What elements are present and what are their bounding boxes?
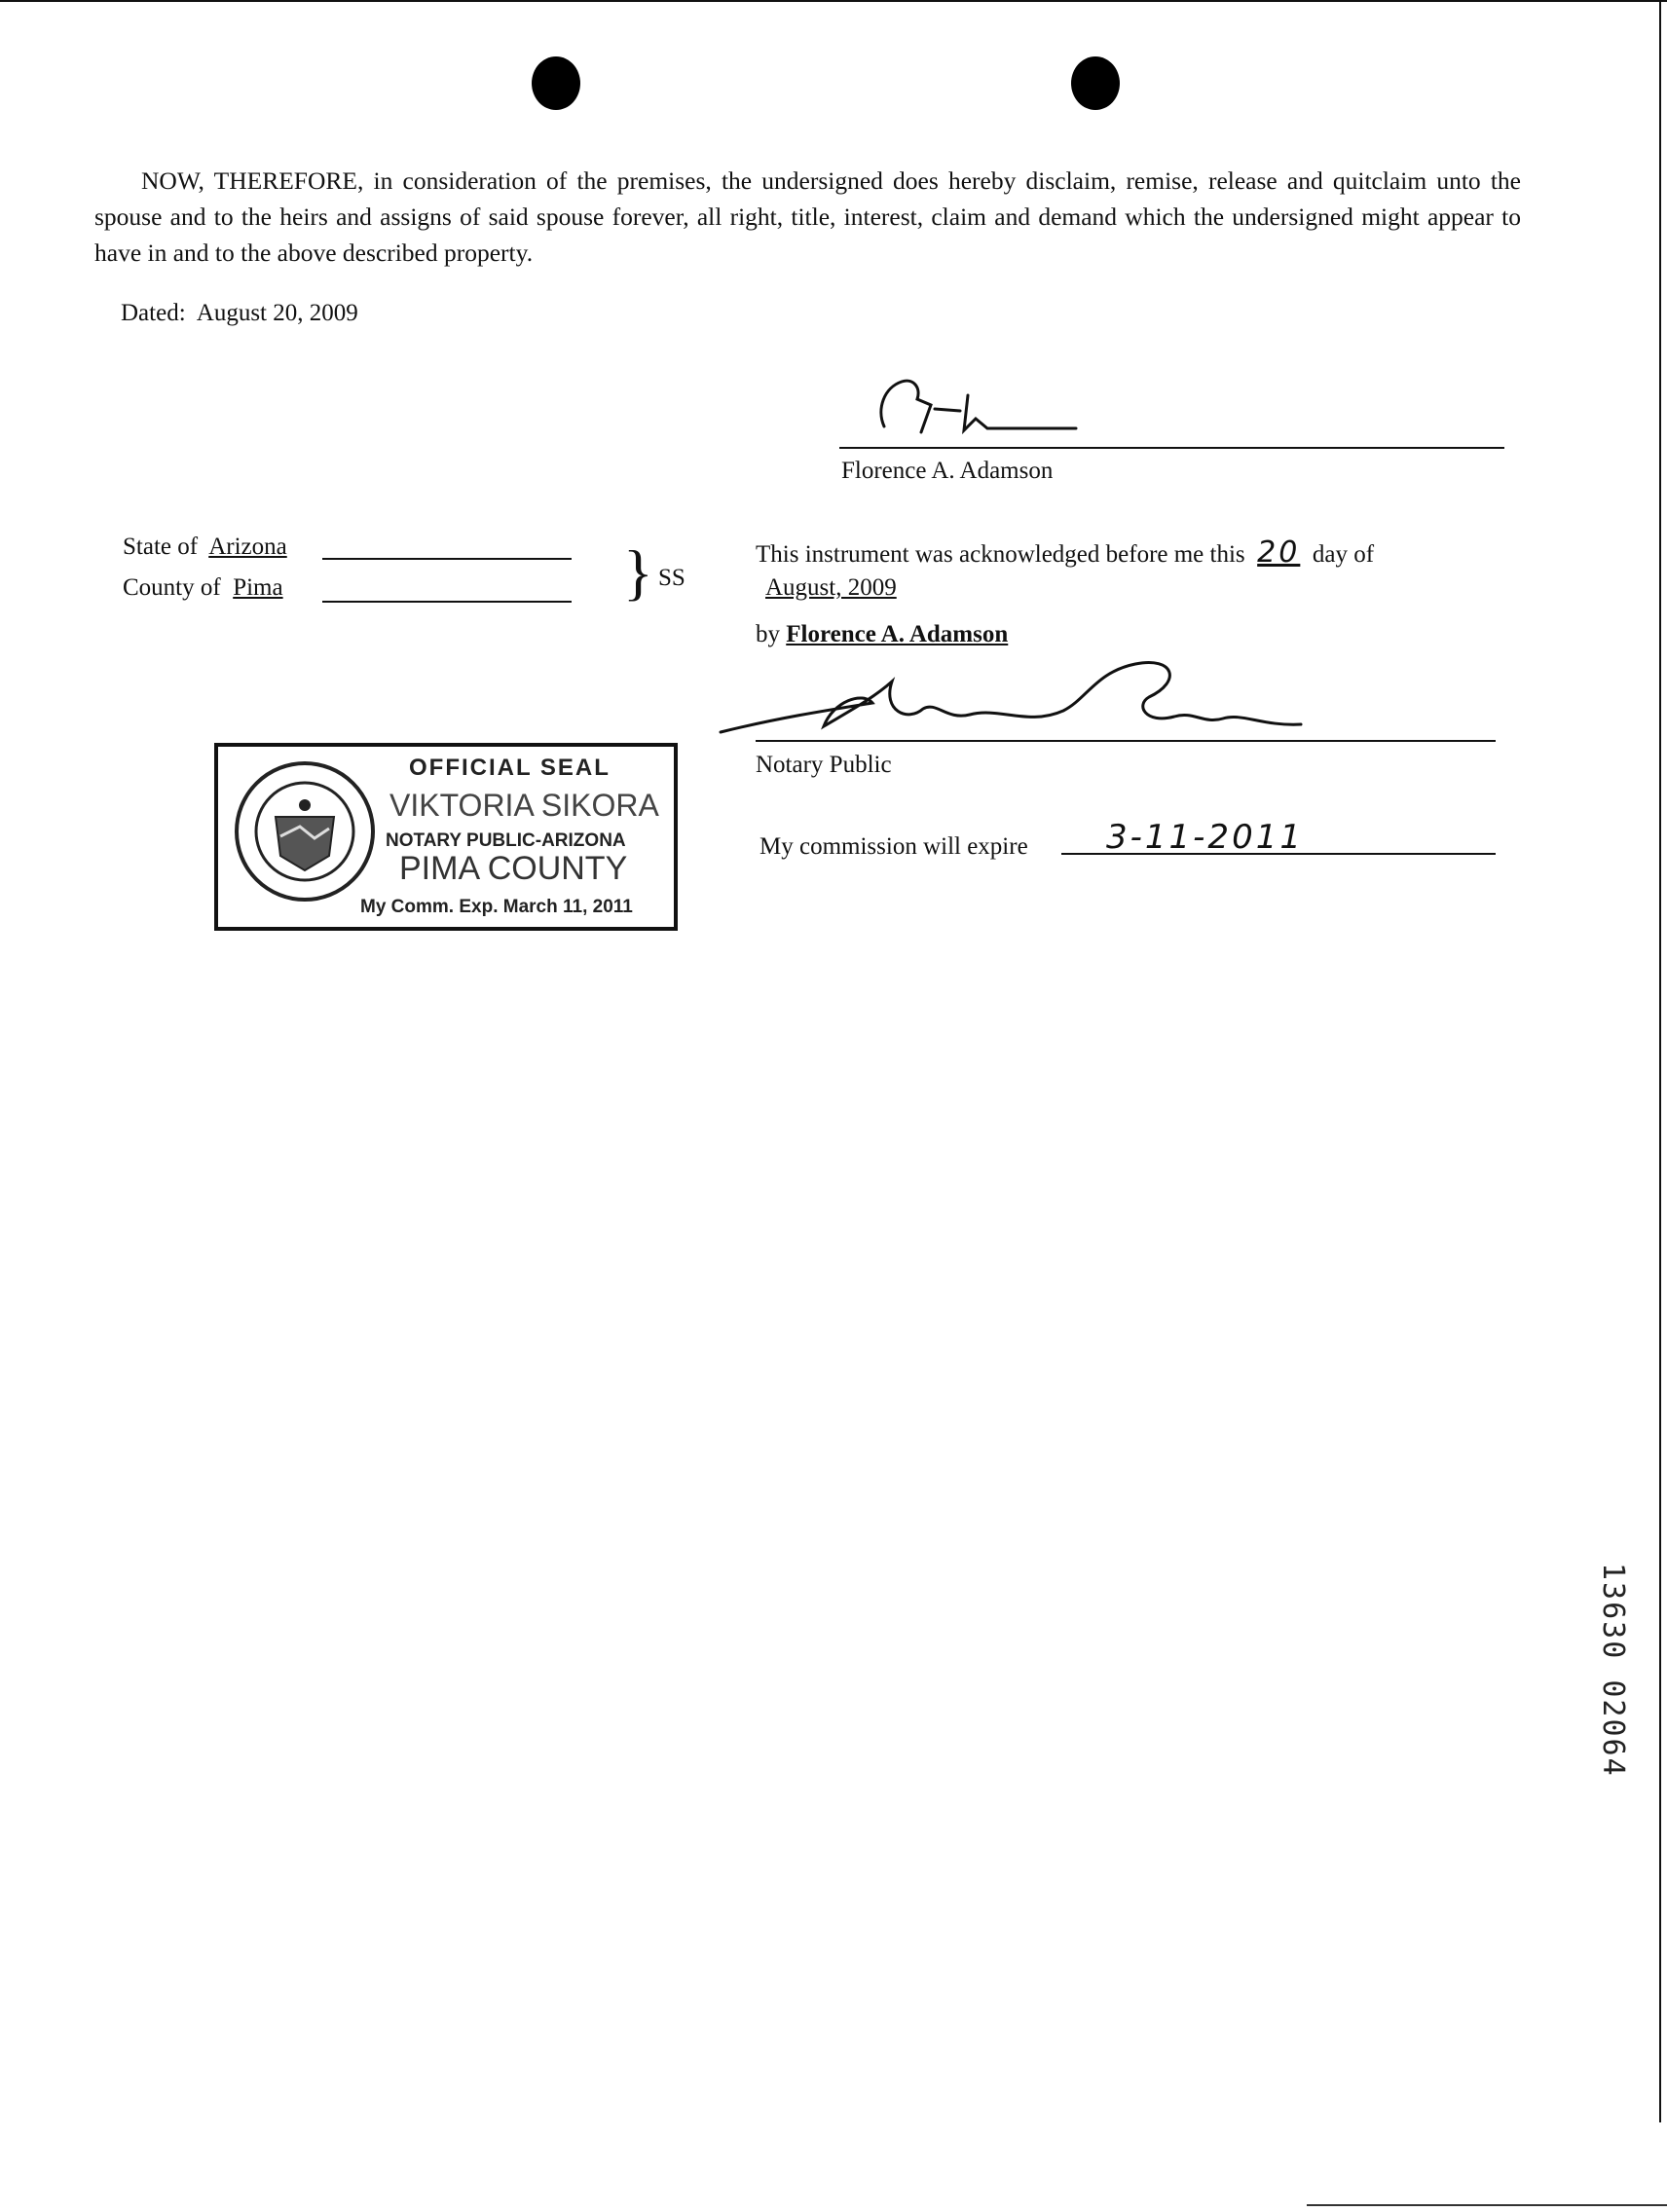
notary-seal-stamp xyxy=(214,743,678,931)
bottom-rule xyxy=(1307,2204,1667,2206)
notary-label: Notary Public xyxy=(756,752,892,778)
county-line xyxy=(123,571,283,606)
grantor-signature-line xyxy=(839,447,1504,449)
county-label: County of xyxy=(123,574,221,601)
seal-line-2: VIKTORIA SIKORA xyxy=(389,788,659,823)
acknowledgment-line xyxy=(756,535,1374,572)
grantor-name: Florence A. Adamson xyxy=(841,458,1054,484)
quitclaim-paragraph: NOW, THEREFORE, in consideration of the premises, the undersigned does hereby disclaim, remise, release and quitclaim unto the spouse and to the heirs and assigns of said spouse forever, all right, title, interest, claim and demand which the undersigned might appear to have in and to the above described property. xyxy=(94,166,1521,267)
commission-line xyxy=(1061,853,1496,855)
notary-signature xyxy=(717,643,1320,750)
page-top-border xyxy=(0,0,1667,2)
state-label: State of xyxy=(123,534,199,560)
punch-hole-right xyxy=(1071,56,1120,110)
dated-label: Dated: xyxy=(121,300,186,326)
seal-line-3: NOTARY PUBLIC-ARIZONA xyxy=(386,830,626,851)
notary-signature-line xyxy=(756,740,1496,742)
seal-line-4: PIMA COUNTY xyxy=(399,850,628,887)
page-right-border xyxy=(1659,0,1661,2122)
ss-label: SS xyxy=(658,565,685,591)
dated-line xyxy=(121,296,358,331)
ack-day: 20 xyxy=(1257,535,1301,570)
by-label: by xyxy=(756,621,780,647)
ack-text-2: day of xyxy=(1312,541,1375,568)
by-name: Florence A. Adamson xyxy=(786,621,1009,647)
dated-value: August 20, 2009 xyxy=(196,300,358,326)
state-line xyxy=(123,530,287,565)
commission-date: 3-11-2011 xyxy=(1106,818,1304,857)
county-blank-line xyxy=(322,601,572,603)
venue-brace: } xyxy=(623,537,653,607)
arizona-state-seal-icon xyxy=(232,758,378,904)
seal-line-5: My Comm. Exp. March 11, 2011 xyxy=(360,897,633,917)
punch-hole-left xyxy=(532,56,580,110)
state-value: Arizona xyxy=(208,534,287,560)
document-number: 13630 02064 xyxy=(1596,1563,1630,1778)
ack-month-year: August, 2009 xyxy=(765,574,897,601)
commission-label: My commission will expire xyxy=(759,833,1028,860)
state-blank-line xyxy=(322,558,572,560)
ack-text-1: This instrument was acknowledged before me this xyxy=(756,541,1245,568)
seal-line-1: OFFICIAL SEAL xyxy=(409,755,611,781)
county-value: Pima xyxy=(233,574,283,601)
grantor-signature xyxy=(867,370,1091,448)
